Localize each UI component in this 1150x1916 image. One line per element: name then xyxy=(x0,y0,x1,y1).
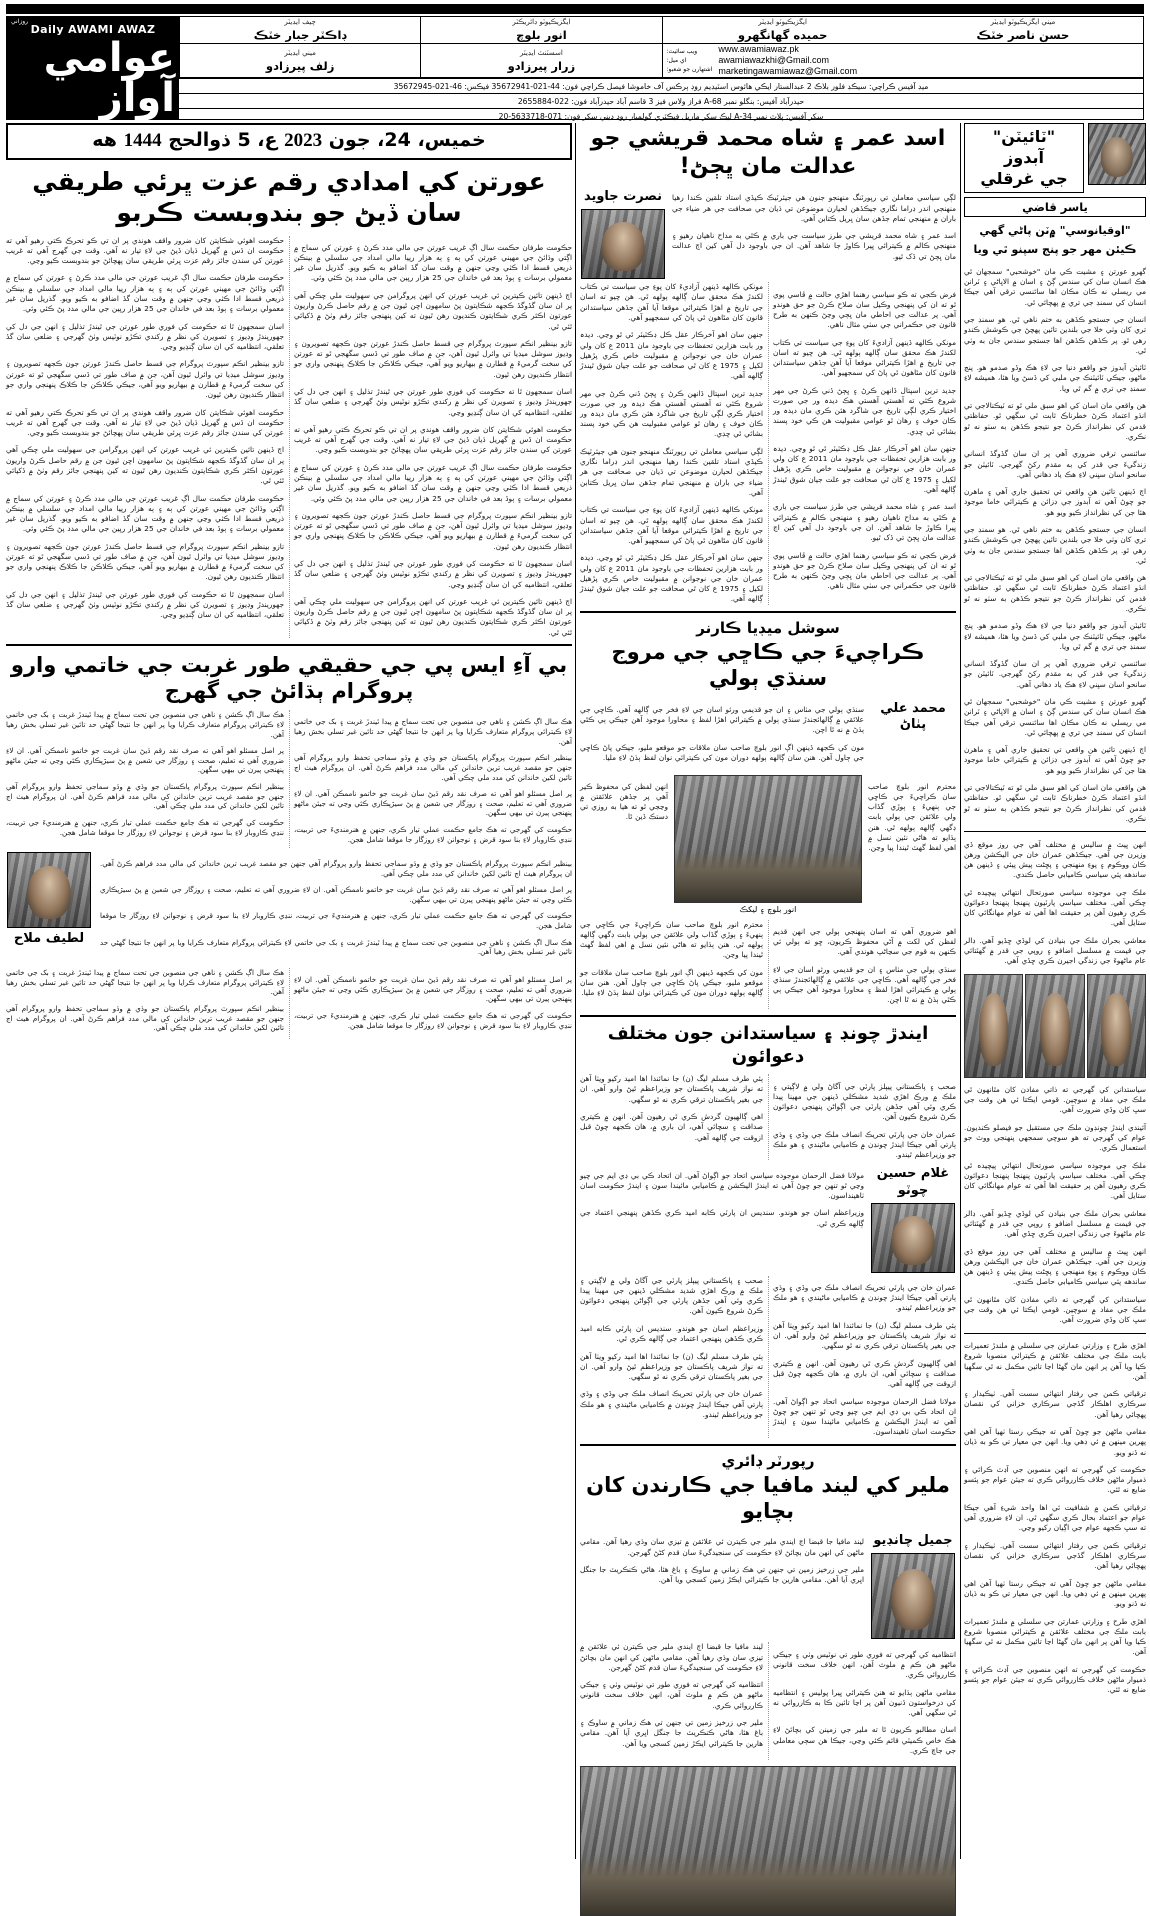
lead-paragraph: حڪومت اهوئي شڪايتن کان ضرور واقف هوندي پر ان تي ڪو تحرڪ ڪتي رهيو آهي ته حڪومت ان ڏس ۾ گهريل ڌيان ڏيڻ جي لاءِ تيار نه آهي. وقت جي گهرج آهي ته غريب عورتن کي سندن جائز رقم عزت ڀرئي طريقي سان پهچائڻ جو بندوبست ڪيو وڃي. xyxy=(6,235,284,265)
left-midbody xyxy=(964,840,1146,967)
bisp-paragraph: حڪومت کي گهرجي ته هڪ جامع حڪمت عملي تيار ڪري، جنهن ۾ هنرمنديءَ جي تربيت، ننڍي ڪاروبار لاءِ بنا سود قرض ۽ نوجوانن لاءِ روزگار جا موقعا شامل هجن. xyxy=(100,911,572,931)
date-hijri-year: 1444 xyxy=(123,130,162,151)
article-paragraph: مولانا فضل الرحمان موجوده سياسي اتحاد جو اڳواڻ آهي. ان اتحاد ڪي بي ڊي ايم جي چيو وڃي ٿو تنهن جو چوڻ آهي ته ايندڙ اليڪشن ۾ ڪاميابي مائيندا سون ۽ ايندڙ حڪومت اسان ٺاهينداسون. xyxy=(773,1396,956,1437)
content-grid xyxy=(6,123,1144,1859)
photo-anwar-baloch-and-writer xyxy=(674,775,862,903)
article-paragraph: مونکي ڪالهه ڏينهن آزاديءَ کان پوءِ جي سياست تي ڪتاب لکندڙ هڪ محقق سان ڳالهه ٻولهه ٿي. هن چيو ته اسان جي تاريخ ۾ اهڙا ڪيترائي موقعا آيا آهن جڏهن سياستدانن قانون کان مٿاهون ٿي پاڻ کي سمجهيو آهي. xyxy=(773,337,956,378)
lead-paragraph: تازو بينظير انڪم سپورٽ پروگرام جي قسط حاصل ڪندڙ عورتن جون ڪجهه تصويرون ۽ وڊيوز سوشل ميڊيا تي وائرل ٿيون آهن، جن ۾ صاف طور تي ڏسي سگهجي ٿو ته عورتن کي سخت گرميءَ ۾ قطارن ۾ بيهاريو ويو آهي، جيڪي ڪلاڪن جا ڪلاڪ پنهنجي واري جو انتظار ڪنديون رهن ٿيون. xyxy=(6,541,284,582)
newspaper-logo xyxy=(7,17,179,119)
author-photo-jameel-chandio xyxy=(871,1553,955,1639)
lead-paragraph: اسان سمجهون ٿا ته حڪومت کي فوري طور عورتن جي ٿيندڙ تذليل ۽ انهن جي دل کي جهوريندڙ وڊيوز ۽ تصويرن کي نظر ۾ رکندي تڪڙو نوٽيس وٺڻ گهرجي ۽ ضلعي سان گڏ تعلقي، انتظاميه کي ان سان ڳنڍيو وڃي. xyxy=(6,589,284,620)
article-paragraph: اڄ ڏينهن تائين هن واقعي تي تحقيق جاري آهي ۽ ماهرن جو چوڻ آهي ته آبدوز جي ڊزائن ۾ ڪيترائي خاما موجود هئا جن کي نظرانداز ڪيو ويو هو. xyxy=(964,745,1146,775)
article-paragraph: لڳي سياسي معاملن تي رپورٽنگ منهنجو جنون هي جيئرٽيڪ ڪيڏي استاد تلقين ڪندا رهيا منهنجي اندر ڊراما نگاري جيڪڏهن لحيارن موضوعن تي ڌيان جي صحافت جي هر ضياء جي باران ۾ منهنجي تمام جڏهن سان ڀريل ڪتابن آهي. xyxy=(672,193,956,223)
contact-labels xyxy=(667,47,713,74)
article-paragraph: عمران خان جي پارٽي تحريڪ انصاف ملڪ جي وڏي ۽ وڌي ٻارتي آهي جيڪا ايندڙ چونڊن ۾ ڪاميابي ماڻيندي ۽ هو ملڪ جو وزيراعظم ٿيندو. xyxy=(773,1129,956,1160)
staff-role: ايگزيڪيوٽو ڊائريڪٽر xyxy=(512,18,571,26)
kachi-photo-block xyxy=(580,775,956,917)
section-divider xyxy=(580,1015,956,1017)
article-paragraph: انهن ڀيٽ ۾ ساليس ۾ مختلف آهي جي روز موقع ڏي وزيرن جي آهي. جيڪڏهن عمران خان جي اليڪشن ورهن ڪان ووڪوم ۽ پوءِ منهنجي ۽ پڇڻت پيش پيئي ۽ ڏينهن هن ساندهه پئي سياسي ڪاميابي حاصل ڪندي. xyxy=(964,839,1146,880)
article-paragraph: سنڌي ٻولي جي مٺاس ۽ ان جو قديمي ورثو اسان جي لاءِ فخر جي ڳالهه آهي. ڪاڇي جي علائقي ۾ ڳالهائجندڙ سنڌي ٻولي ۾ ڪيترائي اهڙا لفظ ۽ محاورا موجود آهن جيڪي ٻي ڪٿي ٻڌڻ ۾ نه ٿا اچن. xyxy=(580,704,864,735)
article-paragraph: مقامي ماڻهن جو چوڻ آهي ته جيڪي رستا ٺهيا آهن اهي پهرين مينهن ۾ ئي ڊهي ويا. انهن جي معيار تي ڪو به ڌيان نه ڏنو ويو. xyxy=(964,1578,1146,1609)
article-paragraph: انتظاميه کي گهرجي ته فوري طور تي نوٽيس وٺي ۽ جيڪي ماڻهو هن ڪم ۾ ملوث آهن، انهن خلاف سخت قانوني ڪارروائي ڪري. xyxy=(773,1649,956,1680)
asad-umar-author xyxy=(580,186,666,279)
article-paragraph: وزيراعظم اسان جو هوندو. سنديس ان پارٽي ڪابه اميد ڪري ڪڏهن پنهنجي اعتماد جي ڳالهه ڪري ٿي. xyxy=(580,1208,864,1228)
masthead xyxy=(6,16,1144,120)
article-paragraph: مونکي ڪالهه ڏينهن آزاديءَ کان پوءِ جي سياست تي ڪتاب لکندڙ هڪ محقق سان ڳالهه ٻولهه ٿي. هن چيو ته اسان جي تاريخ ۾ اهڙا ڪيترائي موقعا آيا آهن جڏهن سياستدانن قانون کان مٿاهون ٿي پاڻ کي سمجهيو آهي. xyxy=(580,505,763,545)
bisp-author-and-continuation xyxy=(6,852,572,964)
staff-name: انور بلوچ xyxy=(516,28,567,42)
contact-values xyxy=(718,44,857,77)
staff-mini-editor xyxy=(179,44,420,78)
left-column xyxy=(964,123,1146,1859)
section-divider xyxy=(580,1444,956,1446)
staff-role: اسسٽنٽ ايڊيٽر xyxy=(519,48,563,57)
lead-paragraph: حڪومت طرفان حڪمت سال اڳ غريب عورتن جي مالي مدد ڪرڻ ۽ عورتن کي سماج ۾ اڳتي وڌائڻ جي مهيني عورتن کي ٻه ۽ ٻه هزار رپيا مالي امداد جي سلسلي ۾ بينڪن ذريعي قسط ادا ڪٺي وڃي جنهن ۾ وقت سان گڏ اضافو به ڪيو ويو. گذريل سان غير معمولي برسات ۽ ٻوڏ بعد في خاندان جي 25 هزار رپين جي مالي مدد پڻ ڪئي وئي. xyxy=(6,273,284,314)
bisp-paragraph: پر اصل مسئلو اهو آهي ته صرف نقد رقم ڏيڻ سان غربت جو خاتمو ناممڪن آهي. ان لاءِ ضروري آهي ته تعليم، صحت ۽ روزگار جي شعبن ۾ پڻ سيڙپڪاري ڪئي وڃي ته جيئن ماڻهو پنهنجي پيرن تي بيهي سگهن. xyxy=(6,746,284,775)
article-paragraph: ملير جي زرخيز زمين تي جنهن تي هڪ زماني ۾ ساوڪ ۽ باغ هئا، هاڻي ڪنڪريٽ جا جنگل اڀري آيا آهن. مقامي هارين جا ڪيترائي ايڪڙ زمين کسجي ويا آهن. xyxy=(580,1565,864,1585)
malir-land-mafia-headline: ملير کي ليند مافيا جي ڪارندن کان بچايو xyxy=(586,1472,950,1523)
article-paragraph: صحب ۽ پاڪستاني پيپلز پارٽي جي آگاڻ ولي ۾ لاڳيتي ۽ ملڪ ۾ ورڪ اهڙي شديد مشڪلي ڏينهن جي مهينا پيدا ڪري وئي آهي جڏهن پارٽي جي اڳواڻن پنهنجي دعوائون ڪرڻ شروع ڪيون آهن. xyxy=(773,1081,956,1122)
article-paragraph: فرض ڪجي ته ڪو سياسي رهنما اهڙي حالت ۾ ڦاسي پوي ٿو ته ان کي پنهنجي وڪيل سان صلاح ڪرڻ جو حق هوندو آهي. پر عدالت جي احاطي مان ڀڄي وڃڻ ڪنهن به طرح قانون جي حڪمراني جي سٺي مثال ناهي. xyxy=(773,550,956,591)
article-paragraph: انسان جي جستجو ڪڏهن به ختم ناهي ٿي. هو سمنڊ جي تري کان وٺي خلا جي بلندين تائين پهچڻ جي ڪوشش ڪندو رهي ٿو. پر ڪڏهن ڪڏهن اها جستجو سندس جان به وٺي ٿي. xyxy=(964,525,1146,565)
article-paragraph: سائنسي ترقي ضروري آهي پر ان سان گڏوگڏ انساني زندگيءَ جي قدر کي به مقدم رکڻ گهرجي. ٽائيٽن جو سانحو اسان سڀني لاءِ هڪ ياد دهاني آهي. xyxy=(964,659,1146,689)
section-divider xyxy=(964,831,1146,832)
lead-paragraph: اسان سمجهون ٿا ته حڪومت کي فوري طور عورتن جي ٿيندڙ تذليل ۽ انهن جي دل کي جهوريندڙ وڊيوز ۽ تصويرن کي نظر ۾ رکندي تڪڙو نوٽيس وٺڻ گهرجي ۽ ضلعي سان گڏ تعلقي، انتظاميه کي ان سان ڳنڍيو وڃي. xyxy=(6,321,284,351)
article-paragraph: انتظاميه کي گهرجي ته فوري طور تي نوٽيس وٺي ۽ جيڪي ماڻهو هن ڪم ۾ ملوث آهن، انهن خلاف سخت قانوني ڪارروائي ڪري. xyxy=(580,1680,763,1710)
article-paragraph: مونکي ڪالهه ڏينهن آزاديءَ کان پوءِ جي سياست تي ڪتاب لکندڙ هڪ محقق سان ڳالهه ٻولهه ٿي. هن چيو ته اسان جي تاريخ ۾ اهڙا ڪيترائي موقعا آيا آهن جڏهن سياستدانن قانون کان مٿاهون ٿي پاڻ کي سمجهيو آهي. xyxy=(580,282,763,322)
masthead-addresses xyxy=(179,78,1143,123)
article-paragraph: ٻئي طرف مسلم ليگ (ن) جا نمائندا اها اميد رکيو ويٺا آهن ته نواز شريف پاڪستان جو وزيراعظم ٿيڻ وارو آهي. ان جي بغير پاڪستان ترقي ڪري نه ٿو سگهي. xyxy=(773,1320,956,1351)
article-paragraph: انسان جي جستجو ڪڏهن به ختم ناهي ٿي. هو سمنڊ جي تري کان وٺي خلا جي بلندين تائين پهچڻ جي ڪوشش ڪندو رهي ٿو. پر ڪڏهن ڪڏهن اها جستجو سندس جان به وٺي ٿي. xyxy=(964,315,1146,355)
article-paragraph: حڪومت کي گهرجي ته انهن منصوبن جي آڊٽ ڪرائي ۽ ذميوار ماڻهن خلاف ڪارروائي ڪري ته جيئن عوام جو پئسو ضايع نه ٿئي. xyxy=(964,1664,1146,1695)
reporter-author xyxy=(870,1530,956,1639)
lead-paragraph: اڄ ڏينهن تائين ڪيترين ئي غريب عورتن کي انهن پروگرامن جي سهوليت ملي چڪي آهي پر ان سان گڏوگڏ ڪجهه شڪايتون پڻ سامهون اچن ٿيون جن ۾ رقم حاصل ڪرڻ واريون عورتون اڪثر ڪري شڪايتون ڪنديون رهن ٿيون ته کين پنهنجي جائز رقم وٺڻ ۾ ڏکيائي ٿئي ٿي. xyxy=(294,290,572,331)
article-paragraph: اسد عمر ۽ شاه محمد قريشي جي طرز سياست جي باري ۾ ڪٿي به مداح ناهيان رهيو ۽ منهنجي ڪالم ۾ ڪيترائي ڀيرا ڪاوڙ جا شاهد آهن. ان جي باوجود دل آهي کين اڄ عدالت مان ڀڄڻ تي ڏک ٿيو. xyxy=(672,231,956,261)
politicians-photo-strip xyxy=(964,974,1146,1078)
lead-paragraph: اڄ ڏينهن تائين ڪيترين ئي غريب عورتن کي انهن پروگرامن جي سهوليت ملي چڪي آهي پر ان سان گڏوگڏ ڪجهه شڪايتون پڻ سامهون اچن ٿيون جن ۾ رقم حاصل ڪرڻ واريون عورتون اڪثر ڪري شڪايتون ڪنديون رهن ٿيون ته کين پنهنجي جائز رقم وٺڻ ۾ ڏکيائي ٿئي ٿي. xyxy=(294,597,572,637)
reporter-diary-kicker: رپورٽر ڊائري xyxy=(721,1451,815,1470)
election-author-block xyxy=(580,1163,956,1273)
address-sukkur: سکر آفيس: پلاٽ نمبر 34-A ليڪ سکر ماربل فيڪٽري گولمبار روڊ ديني سکر فون: 071-5633718-20 xyxy=(498,111,824,121)
article-paragraph: جديد ترين اسپتال ڏانهن ڪرڻ ۽ ڀڄڻ ڏني ڪرڻ جي مهر شروع ڪئي ته آهستي آهستي هڪ ديدہ ور جي صورت اختيار ڪري لڳي تاريخ جي شاگرد هئن ڪري مان ديدہ ور ڪان خوف ۽ رهان ٿو عوامي مقبوليت هن ڪي خود پسند بشائي ٿي چڊي. xyxy=(773,385,956,436)
section-divider xyxy=(964,1333,1146,1334)
date-year: 2023 xyxy=(284,130,323,151)
article-paragraph: معاشي بحران ملڪ جي بنيادن کي لوڏي ڇڏيو آهي. ڊالر جي قيمت ۾ مسلسل اضافو ۽ روپي جي قدر ۾ گهٽتائي عام ماڻهوءَ جي زندگي اجيرن ڪري ڇڏي آهي. xyxy=(964,1208,1146,1239)
left-bottom-body xyxy=(964,1341,1146,1695)
article-paragraph: اهڙي طرح ۽ وزارتي عمارتن جي سلسلي ۾ ملندڙ تعميرات بابت ملڪ جي مختلف علائقن ۾ ڪيترائي منصوبا شروع ڪيا ويا آهن پر انهن مان گهڻا اڃا تائين مڪمل نه ٿي سگهيا آهن. xyxy=(964,1616,1146,1657)
election-headline: ايندڙ چونڊ ۽ سياستدانن جون مختلف دعوائون xyxy=(607,1023,929,1067)
article-paragraph: ٽائيٽن آبدوز جو واقعو دنيا جي لاءِ هڪ وڏو صدمو هو. پنج ماڻهو، جيڪي ٽائيٽنڪ جي ملبي کي ڏسڻ ويا هئا، هميشه لاءِ سمنڊ جي تري ۾ گم ٿي ويا. xyxy=(964,363,1146,393)
logo-english-title: Daily AWAMI AWAZ xyxy=(30,23,156,36)
bisp-paragraph: بينظير انڪم سپورٽ پروگرام پاڪستان جو وڏي ۾ وڏو سماجي تحفظ وارو پروگرام آهي جنهن جو مقصد غريب ترين خاندانن کي مالي مدد فراهم ڪرڻ آهي. ان پروگرام هيٺ اڄ تائين لکين خاندانن کي مدد ملي چڪي آهي. xyxy=(100,858,572,878)
right-editorial-column xyxy=(6,123,572,1859)
address-karachi: ميڊ آفيس ڪراچي: سيڪڊ فلور بلاڪ 2 عبدالستار ايڪي هائوس اسٽيڊيم روڊ ٻرڪس آف خاموشا فيصل ڪراچي فون: 44-021-35672941 فيڪس: 46-021-35672945 xyxy=(179,79,1143,94)
masthead-staff-block xyxy=(179,17,1143,119)
photo-politician-1 xyxy=(964,974,1023,1078)
bisp-paragraph: پر اصل مسئلو اهو آهي ته صرف نقد رقم ڏيڻ سان غربت جو خاتمو ناممڪن آهي. ان لاءِ ضروري آهي ته تعليم، صحت ۽ روزگار جي شعبن ۾ پڻ سيڙپڪاري ڪئي وڃي ته جيئن ماڻهو پنهنجي پيرن تي بيهي سگهن. xyxy=(294,789,572,818)
date-era: ع، 5 ذوالحج xyxy=(168,129,278,151)
author-name: لطيف ملاح xyxy=(13,930,85,946)
article-paragraph: سنڌي ٻولي جي مٺاس ۽ ان جو قديمي ورثو اسان جي لاءِ فخر جي ڳالهه آهي. ڪاڇي جي علائقي ۾ ڳالهائجندڙ سنڌي ٻولي ۾ ڪيترائي اهڙا لفظ ۽ محاورا موجود آهن جيڪي ٻي ڪٿي ٻڌڻ ۾ نه ٿا اچن. xyxy=(773,964,956,1005)
bisp-paragraph: پر اصل مسئلو اهو آهي ته صرف نقد رقم ڏيڻ سان غربت جو خاتمو ناممڪن آهي. ان لاءِ ضروري آهي ته تعليم، صحت ۽ روزگار جي شعبن ۾ پڻ سيڙپڪاري ڪئي وڃي ته جيئن ماڻهو پنهنجي پيرن تي بيهي سگهن. xyxy=(100,885,572,904)
article-paragraph: ترقياتي ڪمن ۾ شفافيت ئي اها واحد شيءِ آهي جيڪا عوام جو اعتماد بحال ڪري سگهي ٿي. ان لاءِ ضروري آهي ته سڀ ڪجهه عوام جي اڳيان رکيو وڃي. xyxy=(964,1502,1146,1533)
lead-paragraph: حڪومت طرفان حڪمت سال اڳ غريب عورتن جي مالي مدد ڪرڻ ۽ عورتن کي سماج ۾ اڳتي وڌائڻ جي مهيني عورتن کي ٻه ۽ ٻه هزار رپيا مالي امداد جي سلسلي ۾ بينڪن ذريعي قسط ادا ڪٺي وڃي جنهن ۾ وقت سان گڏ اضافو به ڪيو ويو. گذريل سان غير معمولي برسات ۽ ٻوڏ بعد في خاندان جي 25 هزار رپين جي مالي مدد پڻ ڪئي وئي. xyxy=(294,242,572,283)
reporter-lead-body xyxy=(580,1530,864,1639)
author-photo-nusrat-javed xyxy=(581,209,665,279)
article-paragraph: سياستدانن کي گهرجي ته ذاتي مفادن کان مٿانهون ٿي ملڪ جي مفاد ۾ سوچين. قومي ايڪتا ئي هن وقت جي سڀ کان وڏي ضرورت آهي. xyxy=(964,1294,1146,1325)
kachi-side-body xyxy=(580,775,668,917)
article-paragraph: اهي ڳالهيون گردش ڪري ٿي رهيون آهن. انهن ۾ ڪيتري صداقت ۽ سچائي آهي، ان باري ۾، هان ڪجهه چوڻ قبل ازوقت جي ڳالهه آهي. xyxy=(773,1358,956,1389)
contact-label-ads: اشتهارن جو شعبو: xyxy=(666,66,713,73)
staff-name: حسن ناصر خٽڪ xyxy=(976,28,1070,42)
lead-paragraph: اڄ ڏينهن تائين ڪيترين ئي غريب عورتن کي انهن پروگرامن جي سهوليت ملي چڪي آهي پر ان سان گڏوگڏ ڪجهه شڪايتون پڻ سامهون اچن ٿيون جن ۾ رقم حاصل ڪرڻ واريون عورتون اڪثر ڪري شڪايتون ڪنديون رهن ٿيون ته کين پنهنجي جائز رقم وٺڻ ۾ ڏکيائي ٿئي ٿي. xyxy=(6,445,284,486)
section-divider xyxy=(580,611,956,613)
author-photo-latif-malah xyxy=(7,852,91,928)
article-paragraph: صحب ۽ پاڪستاني پيپلز پارٽي جي آگاڻ ولي ۾ لاڳيتي ۽ ملڪ ۾ ورڪ اهڙي شديد مشڪلي ڏينهن جي مهينا پيدا ڪري وئي آهي جڏهن پارٽي جي اڳواڻن پنهنجي دعوائون ڪرڻ شروع ڪيون آهن. xyxy=(580,1275,763,1316)
author-name: جميل چانڊيو xyxy=(873,1533,953,1549)
kachi-photo-wrap xyxy=(674,775,862,917)
article-paragraph: لڳي سياسي معاملن تي رپورٽنگ منهنجو جنون هي جيئرٽيڪ ڪيڏي استاد تلقين ڪندا رهيا منهنجي اندر ڊراما نگاري جيڪڏهن لحيارن موضوعن تي ڌيان جي صحافت جي هر ضياء جي باران ۾ منهنجي تمام جڏهن سان ڀريل ڪتابن آهي. xyxy=(580,446,763,497)
article-paragraph: مقامي ماڻهن جو چوڻ آهي ته جيڪي رستا ٺهيا آهن اهي پهرين مينهن ۾ ئي ڊهي ويا. انهن جي معيار تي ڪو به ڌيان نه ڏنو ويو. xyxy=(964,1427,1146,1457)
article-paragraph: ملڪ جي موجوده سياسي صورتحال انتهائي پيچيده ٿي چڪي آهي. مختلف سياسي پارٽيون پنهنجا پنهنجا دعوائون ڪري رهيون آهن پر حقيقت اها آهي ته عوام مهانگائي کان ستايل آهي. xyxy=(964,887,1146,928)
article-paragraph: هن واقعي مان اسان کي اهو سبق ملي ٿو ته ٽيڪنالاجي تي انڌو اعتماد ڪرڻ خطرناڪ ثابت ٿي سگهي ٿو. حفاظتي قدمن کي نظرانداز ڪرڻ جو نتيجو ڪڏهن به سٺو نه ٿو نڪري. xyxy=(964,783,1146,823)
article-paragraph: جنهن سان اهو آخرڪار عقل ڪل ڊڪٽيٽر ٿي ٿو وڃي. ديدہ ور بابت هزارين تحفظات جي باوجود مان 2011 ع کان ولي عمران خان جي نوجوانن ۾ مقبوليت خاص ڪري پڙهيل لکيل ۽ 1975 ع کان ٿي صحافت جو علت جيان شوق ٿيندڙ ڳالهه آهي. xyxy=(580,330,763,381)
staff-name: ڊاڪٽر جبار خٽڪ xyxy=(253,28,347,42)
article-paragraph: اهو ضروري آهي ته اسان پنهنجي ٻولي جي انهن قديم لفظن کي لکت ۾ آڻي محفوظ ڪريون، ڇو ته ٻولي ئي ڪنهن به قوم جي سڃاڻپ هوندي آهي. xyxy=(773,926,956,957)
article-paragraph: هن واقعي مان اسان کي اهو سبق ملي ٿو ته ٽيڪنالاجي تي انڌو اعتماد ڪرڻ خطرناڪ ثابت ٿي سگهي ٿو. حفاظتي قدمن کي نظرانداز ڪرڻ جو نتيجو ڪڏهن به سٺو نه ٿو نڪري. xyxy=(964,401,1146,441)
staff-executive-editor xyxy=(662,17,903,44)
staff-role: ميني ايڊيٽر xyxy=(284,48,316,57)
article-paragraph: عمران خان جي پارٽي تحريڪ انصاف ملڪ جي وڏي ۽ وڌي ٻارتي آهي جيڪا ايندڙ چونڊن ۾ ڪاميابي ماڻيندي ۽ هو ملڪ جو وزيراعظم ٿيندو. xyxy=(773,1283,956,1313)
article-paragraph: ليند مافيا جا قبضا اڄ ايندي ملير جي ڪيترن ئي علائقن ۾ تيزي سان وڌي رهيا آهن. مقامي ماڻهن کي انهن مان بچائڻ لاءِ حڪومت کي سنجيدگيءَ سان قدم کڻڻ گهرجن. xyxy=(580,1642,763,1672)
kachi-body xyxy=(580,920,956,1010)
kachi-head-block xyxy=(580,698,956,771)
article-paragraph: مون کي ڪجهه ڏينهن اڳ انور بلوچ صاحب سان ملاقات جو موقعو مليو، جيڪي پاڻ ڪاڇي جي ڄاول آهن. هنن سان ڳالهه ٻولهه دوران مون کي ڪيترائي نوان لفظ ٻڌڻ لاءِ مليا. xyxy=(580,742,864,763)
section-divider xyxy=(6,644,572,646)
kachi-language-headline: ڪراچيءَ جي ڪاڇي جي مروج سنڌي ٻولي xyxy=(611,640,925,691)
staff-executive-director xyxy=(420,17,661,44)
left-politics-body xyxy=(964,1085,1146,1326)
feature-title-box xyxy=(964,123,1084,193)
article-paragraph: جنهن سان اهو آخرڪار عقل ڪل ڊڪٽيٽر ٿي ٿو وڃي. ديدہ ور بابت هزارين تحفظات جي باوجود مان 2011 ع کان ولي عمران خان جي نوجوانن ۾ مقبوليت خاص ڪري پڙهيل لکيل ۽ 1975 ع کان ٿي صحافت جو علت جيان شوق ٿيندڙ ڳالهه آهي. xyxy=(773,444,956,494)
article-paragraph: وزيراعظم اسان جو هوندو. سنديس ان پارٽي ڪابه اميد ڪري ڪڏهن پنهنجي اعتماد جي ڳالهه ڪري ٿي. xyxy=(580,1323,763,1344)
article-paragraph: ترقياتي ڪمن جي رفتار انتهائي سست آهي. ٺيڪيدار ۽ سرڪاري اهلڪار گڏجي سرڪاري خزاني کي نقصان پهچائي رهيا آهن. xyxy=(964,1389,1146,1419)
article-paragraph: محترم انور بلوچ صاحب سان ڪراچيءَ جي ڪاڇي جي ٻنهيءَ ۽ ٻوڙي گڏاب ولي علائقن جي ٻولي بابت ڊگهي ڳالهه ٻولهه ٿي. هنن ٻڌايو ته هاڻي نئين نسل ۾ اهي لفظ گهٽ ٿيندا پيا وڃن. xyxy=(868,781,956,853)
photo-caption: انور بلوچ ۽ ليکڪ xyxy=(739,904,797,914)
bisp-continuation-body xyxy=(100,852,572,964)
photo-politician-2 xyxy=(1025,974,1084,1078)
article-paragraph: انهن ڀيٽ ۾ ساليس ۾ مختلف آهي جي روز موقع ڏي وزيرن جي آهي. جيڪڏهن عمران خان جي اليڪشن ورهن ڪان ووڪوم ۽ پوءِ منهنجي ۽ پڇڻت پيش پيئي ۽ ڏينهن هن ساندهه پئي سياسي ڪاميابي حاصل ڪندي. xyxy=(964,1246,1146,1287)
article-paragraph: ٽائيٽن آبدوز جو واقعو دنيا جي لاءِ هڪ وڏو صدمو هو. پنج ماڻهو، جيڪي ٽائيٽنڪ جي ملبي کي ڏسڻ ويا هئا، هميشه لاءِ سمنڊ جي تري ۾ گم ٿي ويا. xyxy=(964,621,1146,651)
address-hyderabad: حيدرآباد آفيس: بنگلو نمبر 68-A فراز ولاس فيز 3 قاسم آباد حيدرآباد فون: 022-2655884 xyxy=(179,94,1143,109)
author-name: نصرت جاويد xyxy=(583,189,663,204)
article-paragraph: مقامي ماڻهن ٻڌايو ته هنن ڪيترائي ڀيرا پوليس ۽ انتظاميه کي درخواستون ڏنيون آهن پر اڃا تائين ڪا به ڪارروائي نه ٿي سگهي آهي. xyxy=(773,1687,956,1717)
bisp-paragraph: حڪومت کي گهرجي ته هڪ جامع حڪمت عملي تيار ڪري، جنهن ۾ هنرمنديءَ جي تربيت، ننڍي ڪاروبار لاءِ بنا سود قرض ۽ نوجوانن لاءِ روزگار جا موقعا شامل هجن. xyxy=(294,1011,572,1030)
staff-chief-editor xyxy=(179,17,420,44)
staff-name: زلف پيرزادو xyxy=(265,58,335,73)
article-paragraph: عمران خان جي پارٽي تحريڪ انصاف ملڪ جي وڏي ۽ وڌي ٻارتي آهي جيڪا ايندڙ چونڊن ۾ ڪاميابي ماڻيندي ۽ هو ملڪ جو وزيراعظم ٿيندو. xyxy=(580,1389,763,1419)
feature-lead-line: ڪيئن مهر جو پنج سپنو ٿي ويا xyxy=(973,243,1137,257)
contact-email[interactable]: awamiawazkhi@Gmail.com xyxy=(718,55,830,65)
article-paragraph: اڄ ڏينهن تائين هن واقعي تي تحقيق جاري آهي ۽ ماهرن جو چوڻ آهي ته آبدوز جي ڊزائن ۾ ڪيترائي خاما موجود هئا جن کي نظرانداز ڪيو ويو هو. xyxy=(964,487,1146,517)
feature-title-line2: جي غرقلي xyxy=(980,168,1068,188)
article-paragraph: ليند مافيا جا قبضا اڄ ايندي ملير جي ڪيترن ئي علائقن ۾ تيزي سان وڌي رهيا آهن. مقامي ماڻهن کي انهن مان بچائڻ لاءِ حڪومت کي سنجيدگيءَ سان قدم کڻڻ گهرجن. xyxy=(580,1537,864,1557)
contact-label-website: ويب سائيٽ: xyxy=(666,48,698,55)
article-paragraph: ملڪ جي موجوده سياسي صورتحال انتهائي پيچيده ٿي چڪي آهي. مختلف سياسي پارٽيون پنهنجا پنهنجا دعوائون ڪري رهيون آهن پر حقيقت اها آهي ته عوام مهانگائي کان ستايل آهي. xyxy=(964,1160,1146,1201)
article-paragraph: هن واقعي مان اسان کي اهو سبق ملي ٿو ته ٽيڪنالاجي تي انڌو اعتماد ڪرڻ خطرناڪ ثابت ٿي سگهي ٿو. حفاظتي قدمن کي نظرانداز ڪرڻ جو نتيجو ڪڏهن به سٺو نه ٿو نڪري. xyxy=(964,573,1146,613)
staff-name: حميده گهانگهرو xyxy=(737,28,828,42)
article-paragraph: آئيندي ايندڙ چونڊون ملڪ جي مستقبل جو فيصلو ڪنديون. عوام کي گهرجي ته هو سوچي سمجهي پنهنجي ووٽ جو استعمال ڪري. xyxy=(964,1122,1146,1153)
article-paragraph: سائنسي ترقي ضروري آهي پر ان سان گڏوگڏ انساني زندگيءَ جي قدر کي به مقدم رکڻ گهرجي. ٽائيٽن جو سانحو اسان سڀني لاءِ هڪ ياد دهاني آهي. xyxy=(964,449,1146,479)
author-name: محمد علي پٺاڻ xyxy=(880,700,946,732)
article-paragraph: گهرو عورتن ۽ مشيت ڪي مان "خوشحبي" سمجهان ٿي هڪ انسان سان کي سندس ڳڻ ۽ اسان ۾ الاڀاڻي ۽ ٽرانن مي ريسلي نه ڪان مڪان اها سائنسي ترقي آهي جيڪا انسان کي سمنڊ جي تري ۾ پهچائي ٿي. xyxy=(964,267,1146,307)
feature-title-line1: "ٽائيٽن" آبدوز xyxy=(992,127,1056,167)
lead-paragraph: تازو بينظير انڪم سپورٽ پروگرام جي قسط حاصل ڪندڙ عورتن جون ڪجهه تصويرون ۽ وڊيوز سوشل ميڊيا تي وائرل ٿيون آهن، جن ۾ صاف طور تي ڏسي سگهجي ٿو ته عورتن کي سخت گرميءَ ۾ قطارن ۾ بيهاريو ويو آهي، جيڪي ڪلاڪن جا ڪلاڪ پنهنجي واري جو انتظار ڪنديون رهن ٿيون. xyxy=(294,339,572,379)
middle-column xyxy=(575,123,961,1859)
date-hijri-suffix: هه xyxy=(92,129,117,151)
kachi-author xyxy=(870,698,956,771)
photo-malir-landscape xyxy=(580,1766,956,1916)
kachi-lead-body xyxy=(580,698,864,771)
lead-paragraph: حڪومت اهوئي شڪايتن کان ضرور واقف هوندي پر ان تي ڪو تحرڪ ڪتي رهيو آهي ته حڪومت ان ڏس ۾ گهريل ڌيان ڏيڻ جي لاءِ تيار نه آهي. وقت جي گهرج آهي ته غريب عورتن کي سندن جائز رقم عزت ڀرئي طريقي سان پهچائڻ جو بندوبست ڪيو وڃي. xyxy=(6,407,284,437)
lead-paragraph: تازو بينظير انڪم سپورٽ پروگرام جي قسط حاصل ڪندڙ عورتن جون ڪجهه تصويرون ۽ وڊيوز سوشل ميڊيا تي وائرل ٿيون آهن، جن ۾ صاف طور تي ڏسي سگهجي ٿو ته عورتن کي سخت گرميءَ ۾ قطارن ۾ بيهاريو ويو آهي، جيڪي ڪلاڪن جا ڪلاڪ پنهنجي واري جو انتظار ڪنديون رهن ٿيون. xyxy=(6,359,284,400)
staff-row-bottom xyxy=(179,44,1143,78)
feature-lead-lines xyxy=(964,222,1146,259)
lead-paragraph: اسان سمجهون ٿا ته حڪومت کي فوري طور عورتن جي ٿيندڙ تذليل ۽ انهن جي دل کي جهوريندڙ وڊيوز ۽ تصويرن کي نظر ۾ رکندي تڪڙو نوٽيس وٺڻ گهرجي ۽ ضلعي سان گڏ تعلقي، انتظاميه کي ان سان ڳنڍيو وڃي. xyxy=(294,559,572,589)
lead-paragraph: اسان سمجهون ٿا ته حڪومت کي فوري طور عورتن جي ٿيندڙ تذليل ۽ انهن جي دل کي جهوريندڙ وڊيوز ۽ تصويرن کي نظر ۾ رکندي تڪڙو نوٽيس وٺڻ گهرجي ۽ ضلعي سان گڏ تعلقي، انتظاميه کي ان سان ڳنڍيو وڃي. xyxy=(294,387,572,417)
article-paragraph: اهڙي طرح ۽ وزارتي عمارتن جي سلسلي ۾ ملندڙ تعميرات بابت ملڪ جي مختلف علائقن ۾ ڪيترائي منصوبا شروع ڪيا ويا آهن پر انهن مان گهڻا اڃا تائين مڪمل نه ٿي سگهيا آهن. xyxy=(964,1341,1146,1381)
bisp-headline: بي آءِ ايس پي جي حقيقي طور غربت جي خاتمي وارو پروگرام ٻڌائڻ جي گهرج xyxy=(10,652,568,704)
top-black-strip xyxy=(6,4,1144,14)
lead-headline: عورتن کي امدادي رقم عزت ڀرئي طريقي سان ڏيڻ جو بندوبست ڪربو xyxy=(32,167,546,228)
article-paragraph: اسد عمر ۽ شاه محمد قريشي جي طرز سياست جي باري ۾ ڪٿي به مداح ناهيان رهيو ۽ منهنجي ڪالم ۾ ڪيترائي ڀيرا ڪاوڙ جا شاهد آهن. ان جي باوجود دل آهي کين اڄ عدالت مان ڀڄڻ تي ڏک ٿيو. xyxy=(773,502,956,542)
photo-politician-3 xyxy=(1087,974,1146,1078)
article-paragraph: ٻئي طرف مسلم ليگ (ن) جا نمائندا اها اميد رکيو ويٺا آهن ته نواز شريف پاڪستان جو وزيراعظم ٿيڻ وارو آهي. ان جي بغير پاڪستان ترقي ڪري نه ٿو سگهي. xyxy=(580,1074,763,1104)
date-sindhi: خميس، 24، جون xyxy=(328,129,486,151)
lead-paragraph: تازو بينظير انڪم سپورٽ پروگرام جي قسط حاصل ڪندڙ عورتن جون ڪجهه تصويرون ۽ وڊيوز سوشل ميڊيا تي وائرل ٿيون آهن، جن ۾ صاف طور تي ڏسي سگهجي ٿو ته عورتن کي سخت گرميءَ ۾ قطارن ۾ بيهاريو ويو آهي، جيڪي ڪلاڪن جا ڪلاڪ پنهنجي واري جو انتظار ڪنديون رهن ٿيون. xyxy=(294,511,572,551)
social-media-kicker: سوشل ميڊيا ڪارنر xyxy=(696,619,840,638)
staff-mini-executive-editor xyxy=(903,17,1143,44)
bisp-paragraph: بينظير انڪم سپورٽ پروگرام پاڪستان جو وڏي ۾ وڏو سماجي تحفظ وارو پروگرام آهي جنهن جو مقصد غريب ترين خاندانن کي مالي مدد فراهم ڪرڻ آهي. ان پروگرام هيٺ اڄ تائين لکين خاندانن کي مدد ملي چڪي آهي. xyxy=(6,1003,284,1033)
reporter-body xyxy=(580,1642,956,1759)
bisp-paragraph: حڪومت کي گهرجي ته هڪ جامع حڪمت عملي تيار ڪري، جنهن ۾ هنرمنديءَ جي تربيت، ننڍي ڪاروبار لاءِ بنا سود قرض ۽ نوجوانن لاءِ روزگار جا موقعا شامل هجن. xyxy=(6,818,284,837)
article-paragraph: محترم انور بلوچ صاحب سان ڪراچيءَ جي ڪاڇي جي ٻنهيءَ ۽ ٻوڙي گڏاب ولي علائقن جي ٻولي بابت ڊگهي ڳالهه ٻولهه ٿي. هنن ٻڌايو ته هاڻي نئين نسل ۾ اهي لفظ گهٽ ٿيندا پيا وڃن. xyxy=(580,919,763,960)
bisp-paragraph: بينظير انڪم سپورٽ پروگرام پاڪستان جو وڏي ۾ وڏو سماجي تحفظ وارو پروگرام آهي جنهن جو مقصد غريب ترين خاندانن کي مالي مدد فراهم ڪرڻ آهي. ان پروگرام هيٺ اڄ تائين لکين خاندانن کي مدد ملي چڪي آهي. xyxy=(294,753,572,782)
staff-row-top xyxy=(179,17,1143,44)
article-paragraph: فرض ڪجي ته ڪو سياسي رهنما اهڙي حالت ۾ ڦاسي پوي ٿو ته ان کي پنهنجي وڪيل سان صلاح ڪرڻ جو حق هوندو آهي. پر عدالت جي احاطي مان ڀڄي وڃڻ ڪنهن به طرح قانون جي حڪمراني جي سٺي مثال ناهي. xyxy=(773,289,956,330)
article-paragraph: انهن لفظن کي محفوظ ڪير آهي پر جڏهن علائقتن ۾ وڃجي ٿو ته هيا به روزي تي دستڪ ڏين ٿا. xyxy=(580,781,668,822)
article-paragraph: اهي ڳالهيون گردش ڪري ٿي رهيون آهن. انهن ۾ ڪيتري صداقت ۽ سچائي آهي، ان باري ۾، هان ڪجهه چوڻ قبل ازوقت جي ڳالهه آهي. xyxy=(580,1112,763,1142)
article-paragraph: گهرو عورتن ۽ مشيت ڪي مان "خوشحبي" سمجهان ٿي هڪ انسان سان کي سندس ڳڻ ۽ اسان ۾ الاڀاڻي ۽ ٽرانن مي ريسلي نه ڪان مڪان اها سائنسي ترقي آهي جيڪا انسان کي سمنڊ جي تري ۾ پهچائي ٿي. xyxy=(964,697,1146,737)
staff-role: ميني ايگزيڪيوٽو ايڊيٽر xyxy=(990,18,1056,26)
article-paragraph: ترقياتي ڪمن جي رفتار انتهائي سست آهي. ٺيڪيدار ۽ سرڪاري اهلڪار گڏجي سرڪاري خزاني کي نقصان پهچائي رهيا آهن. xyxy=(964,1540,1146,1571)
bisp-paragraph: حڪومت کي گهرجي ته هڪ جامع حڪمت عملي تيار ڪري، جنهن ۾ هنرمنديءَ جي تربيت، ننڍي ڪاروبار لاءِ بنا سود قرض ۽ نوجوانن لاءِ روزگار جا موقعا شامل هجن. xyxy=(294,825,572,844)
contact-label-email: اي ميل: xyxy=(666,57,687,64)
feature-lead-line: "اوقيانوسي" ۾ٽن پاڻي گهي xyxy=(979,224,1131,238)
election-side-body xyxy=(580,1163,864,1273)
bisp-paragraph: پر اصل مسئلو اهو آهي ته صرف نقد رقم ڏيڻ سان غربت جو خاتمو ناممڪن آهي. ان لاءِ ضروري آهي ته تعليم، صحت ۽ روزگار جي شعبن ۾ پڻ سيڙپڪاري ڪئي وڃي ته جيئن ماڻهو پنهنجي پيرن تي بيهي سگهن. xyxy=(294,975,572,1004)
article-paragraph: معاشي بحران ملڪ جي بنيادن کي لوڏي ڇڏيو آهي. ڊالر جي قيمت ۾ مسلسل اضافو ۽ روپي جي قدر ۾ گهٽتائي عام ماڻهوءَ جي زندگي اجيرن ڪري ڇڏي آهي. xyxy=(964,935,1146,966)
asad-umar-body xyxy=(580,282,956,605)
article-paragraph: مولانا فضل الرحمان موجوده سياسي اتحاد جو اڳواڻ آهي. ان اتحاد ڪي بي ڊي ايم جي چيو وڃي ٿو تنهن جو چوڻ آهي ته ايندڙ اليڪشن ۾ ڪاميابي مائيندا سون ۽ ايندڙ حڪومت اسان ٺاهينداسون. xyxy=(580,1170,864,1200)
article-paragraph: جنهن سان اهو آخرڪار عقل ڪل ڊڪٽيٽر ٿي ٿو وڃي. ديدہ ور بابت هزارين تحفظات جي باوجود مان 2011 ع کان ولي عمران خان جي نوجوانن ۾ مقبوليت خاص ڪري پڙهيل لکيل ۽ 1975 ع کان ٿي صحافت جو علت جيان شوق ٿيندڙ ڳالهه آهي. xyxy=(580,553,763,604)
bisp-paragraph: هڪ سال اڳ ڪشن ۽ ناهي جي منصوبن جي تحت سماج ۾ پيدا ٿيندڙ غربت ۽ بک جي خاتمي لاءِ ڪيترائي پروگرام متعارف ڪرايا ويا پر انهن جا نتيجا گهڻي حد تائين غير تسلي بخش رهيا آهن. xyxy=(6,968,284,997)
contact-website[interactable]: www.awamiawaz.pk xyxy=(718,44,799,54)
author-photo-ghulam-hussain xyxy=(871,1203,955,1273)
lead-paragraph: حڪومت طرفان حڪمت سال اڳ غريب عورتن جي مالي مدد ڪرڻ ۽ عورتن کي سماج ۾ اڳتي وڌائڻ جي مهيني عورتن کي ٻه ۽ ٻه هزار رپيا مالي امداد جي سلسلي ۾ بينڪن ذريعي قسط ادا ڪٺي وڃي جنهن ۾ وقت سان گڏ اضافو به ڪيو ويو. گذريل سان غير معمولي برسات ۽ ٻوڏ بعد في خاندان جي 25 هزار رپين جي مالي مدد پڻ ڪئي وئي. xyxy=(294,462,572,503)
article-paragraph: سياستدانن کي گهرجي ته ذاتي مفادن کان مٿانهون ٿي ملڪ جي مفاد ۾ سوچين. قومي ايڪتا ئي هن وقت جي سڀ کان وڏي ضرورت آهي. xyxy=(964,1084,1146,1115)
asad-umar-lead-body xyxy=(672,186,956,279)
staff-name: زرار پيرزادو xyxy=(507,58,576,73)
election-body-top xyxy=(580,1074,956,1160)
masthead-contact-block xyxy=(662,44,1144,78)
date-bar xyxy=(6,123,572,160)
logo-sindhi-title: عوامي آواز xyxy=(43,35,175,121)
election-body-bottom xyxy=(580,1276,956,1438)
bisp-paragraph: هڪ سال اڳ ڪشن ۽ ناهي جي منصوبن جي تحت سماج ۾ پيدا ٿيندڙ غربت ۽ بک جي خاتمي لاءِ ڪيترائي پروگرام متعارف ڪرايا ويا پر انهن جا نتيجا گهڻي حد تائين غير تسلي بخش رهيا آهن. xyxy=(294,717,572,746)
feature-body xyxy=(964,267,1146,824)
feature-title-block xyxy=(964,123,1146,193)
bisp-paragraph: هڪ سال اڳ ڪشن ۽ ناهي جي منصوبن جي تحت سماج ۾ پيدا ٿيندڙ غربت ۽ بک جي خاتمي لاءِ ڪيترائي پروگرام متعارف ڪرايا ويا پر انهن جا نتيجا گهڻي حد تائين غير تسلي بخش رهيا آهن. xyxy=(6,710,284,739)
staff-role: ايگزيڪيوٽو ايڊيٽر xyxy=(758,18,807,26)
author-name: غلام حسين چوٽو xyxy=(876,1166,950,1198)
bisp-paragraph: هڪ سال اڳ ڪشن ۽ ناهي جي منصوبن جي تحت سماج ۾ پيدا ٿيندڙ غربت ۽ بک جي خاتمي لاءِ ڪيترائي پروگرام متعارف ڪرايا ويا پر انهن جا نتيجا گهڻي حد تائين غير تسلي بخش رهيا آهن. xyxy=(99,937,572,957)
logo-tiny-text: روزاني xyxy=(11,18,29,25)
election-author xyxy=(870,1163,956,1273)
article-paragraph: اسان مطالبو ڪريون ٿا ته ملير جي زمينن کي بچائڻ لاءِ هڪ خاص ڪميٽي قائم ڪئي وڃي، جيڪا هن سڄي معاملي جي جاچ ڪري. xyxy=(773,1725,956,1755)
lead-article-body xyxy=(6,236,572,638)
bisp-article-body xyxy=(6,710,572,847)
asad-umar-headline: اسد عمر ۽ شاه محمد قريشي جو عدالت مان ڀڄڻ! xyxy=(590,126,946,179)
reporter-head-block xyxy=(580,1530,956,1639)
lead-paragraph: حڪومت اهوئي شڪايتن کان ضرور واقف هوندي پر ان تي ڪو تحرڪ ڪتي رهيو آهي ته حڪومت ان ڏس ۾ گهريل ڌيان ڏيڻ جي لاءِ تيار نه آهي. وقت جي گهرج آهي ته غريب عورتن کي سندن جائز رقم عزت ڀرئي طريقي سان پهچائڻ جو بندوبست ڪيو وڃي. xyxy=(294,425,572,455)
article-paragraph: ملير جي زرخيز زمين تي جنهن تي هڪ زماني ۾ ساوڪ ۽ باغ هئا، هاڻي ڪنڪريٽ جا جنگل اڀري آيا آهن. مقامي هارين جا ڪيترائي ايڪڙ زمين کسجي ويا آهن. xyxy=(580,1718,763,1748)
staff-role: چيف ايڊيٽر xyxy=(284,18,316,26)
bisp-author xyxy=(6,852,92,964)
staff-assistant-editor xyxy=(420,44,661,78)
article-paragraph: حڪومت کي گهرجي ته انهن منصوبن جي آڊٽ ڪرائي ۽ ذميوار ماڻهن خلاف ڪارروائي ڪري ته جيئن عوام جو پئسو ضايع نه ٿئي. xyxy=(964,1465,1146,1495)
contact-marketing-email[interactable]: marketingawamiawaz@Gmail.com xyxy=(718,66,858,76)
feature-byline: ياسر قاضي xyxy=(964,197,1146,217)
asad-umar-head-block xyxy=(580,186,956,279)
kachi-side-body-2 xyxy=(868,775,956,917)
author-photo-yasir-qazi xyxy=(1088,123,1146,185)
article-paragraph: جديد ترين اسپتال ڏانهن ڪرڻ ۽ ڀڄڻ ڏني ڪرڻ جي مهر شروع ڪئي ته آهستي آهستي هڪ ديدہ ور جي صورت اختيار ڪري لڳي تاريخ جي شاگرد هئن ڪري مان ديدہ ور ڪان خوف ۽ رهان ٿو عوامي مقبوليت هن ڪي خود پسند بشائي ٿي چڊي. xyxy=(580,388,763,439)
bisp-tail-body xyxy=(6,968,572,1039)
bisp-paragraph: بينظير انڪم سپورٽ پروگرام پاڪستان جو وڏي ۾ وڏو سماجي تحفظ وارو پروگرام آهي جنهن جو مقصد غريب ترين خاندانن کي مالي مدد فراهم ڪرڻ آهي. ان پروگرام هيٺ اڄ تائين لکين خاندانن کي مدد ملي چڪي آهي. xyxy=(6,782,284,811)
article-paragraph: ٻئي طرف مسلم ليگ (ن) جا نمائندا اها اميد رکيو ويٺا آهن ته نواز شريف پاڪستان جو وزيراعظم ٿيڻ وارو آهي. ان جي بغير پاڪستان ترقي ڪري نه ٿو سگهي. xyxy=(580,1351,763,1381)
lead-paragraph: حڪومت طرفان حڪمت سال اڳ غريب عورتن جي مالي مدد ڪرڻ ۽ عورتن کي سماج ۾ اڳتي وڌائڻ جي مهيني عورتن کي ٻه ۽ ٻه هزار رپيا مالي امداد جي سلسلي ۾ بينڪن ذريعي قسط ادا ڪٺي وڃي جنهن ۾ وقت سان گڏ اضافو به ڪيو ويو. گذريل سان غير معمولي برسات ۽ ٻوڏ بعد في خاندان جي 25 هزار رپين جي مالي مدد پڻ ڪئي وئي. xyxy=(6,493,284,534)
article-paragraph: مون کي ڪجهه ڏينهن اڳ انور بلوچ صاحب سان ملاقات جو موقعو مليو، جيڪي پاڻ ڪاڇي جي ڄاول آهن. هنن سان ڳالهه ٻولهه دوران مون کي ڪيترائي نوان لفظ ٻڌڻ لاءِ مليا. xyxy=(580,967,763,998)
